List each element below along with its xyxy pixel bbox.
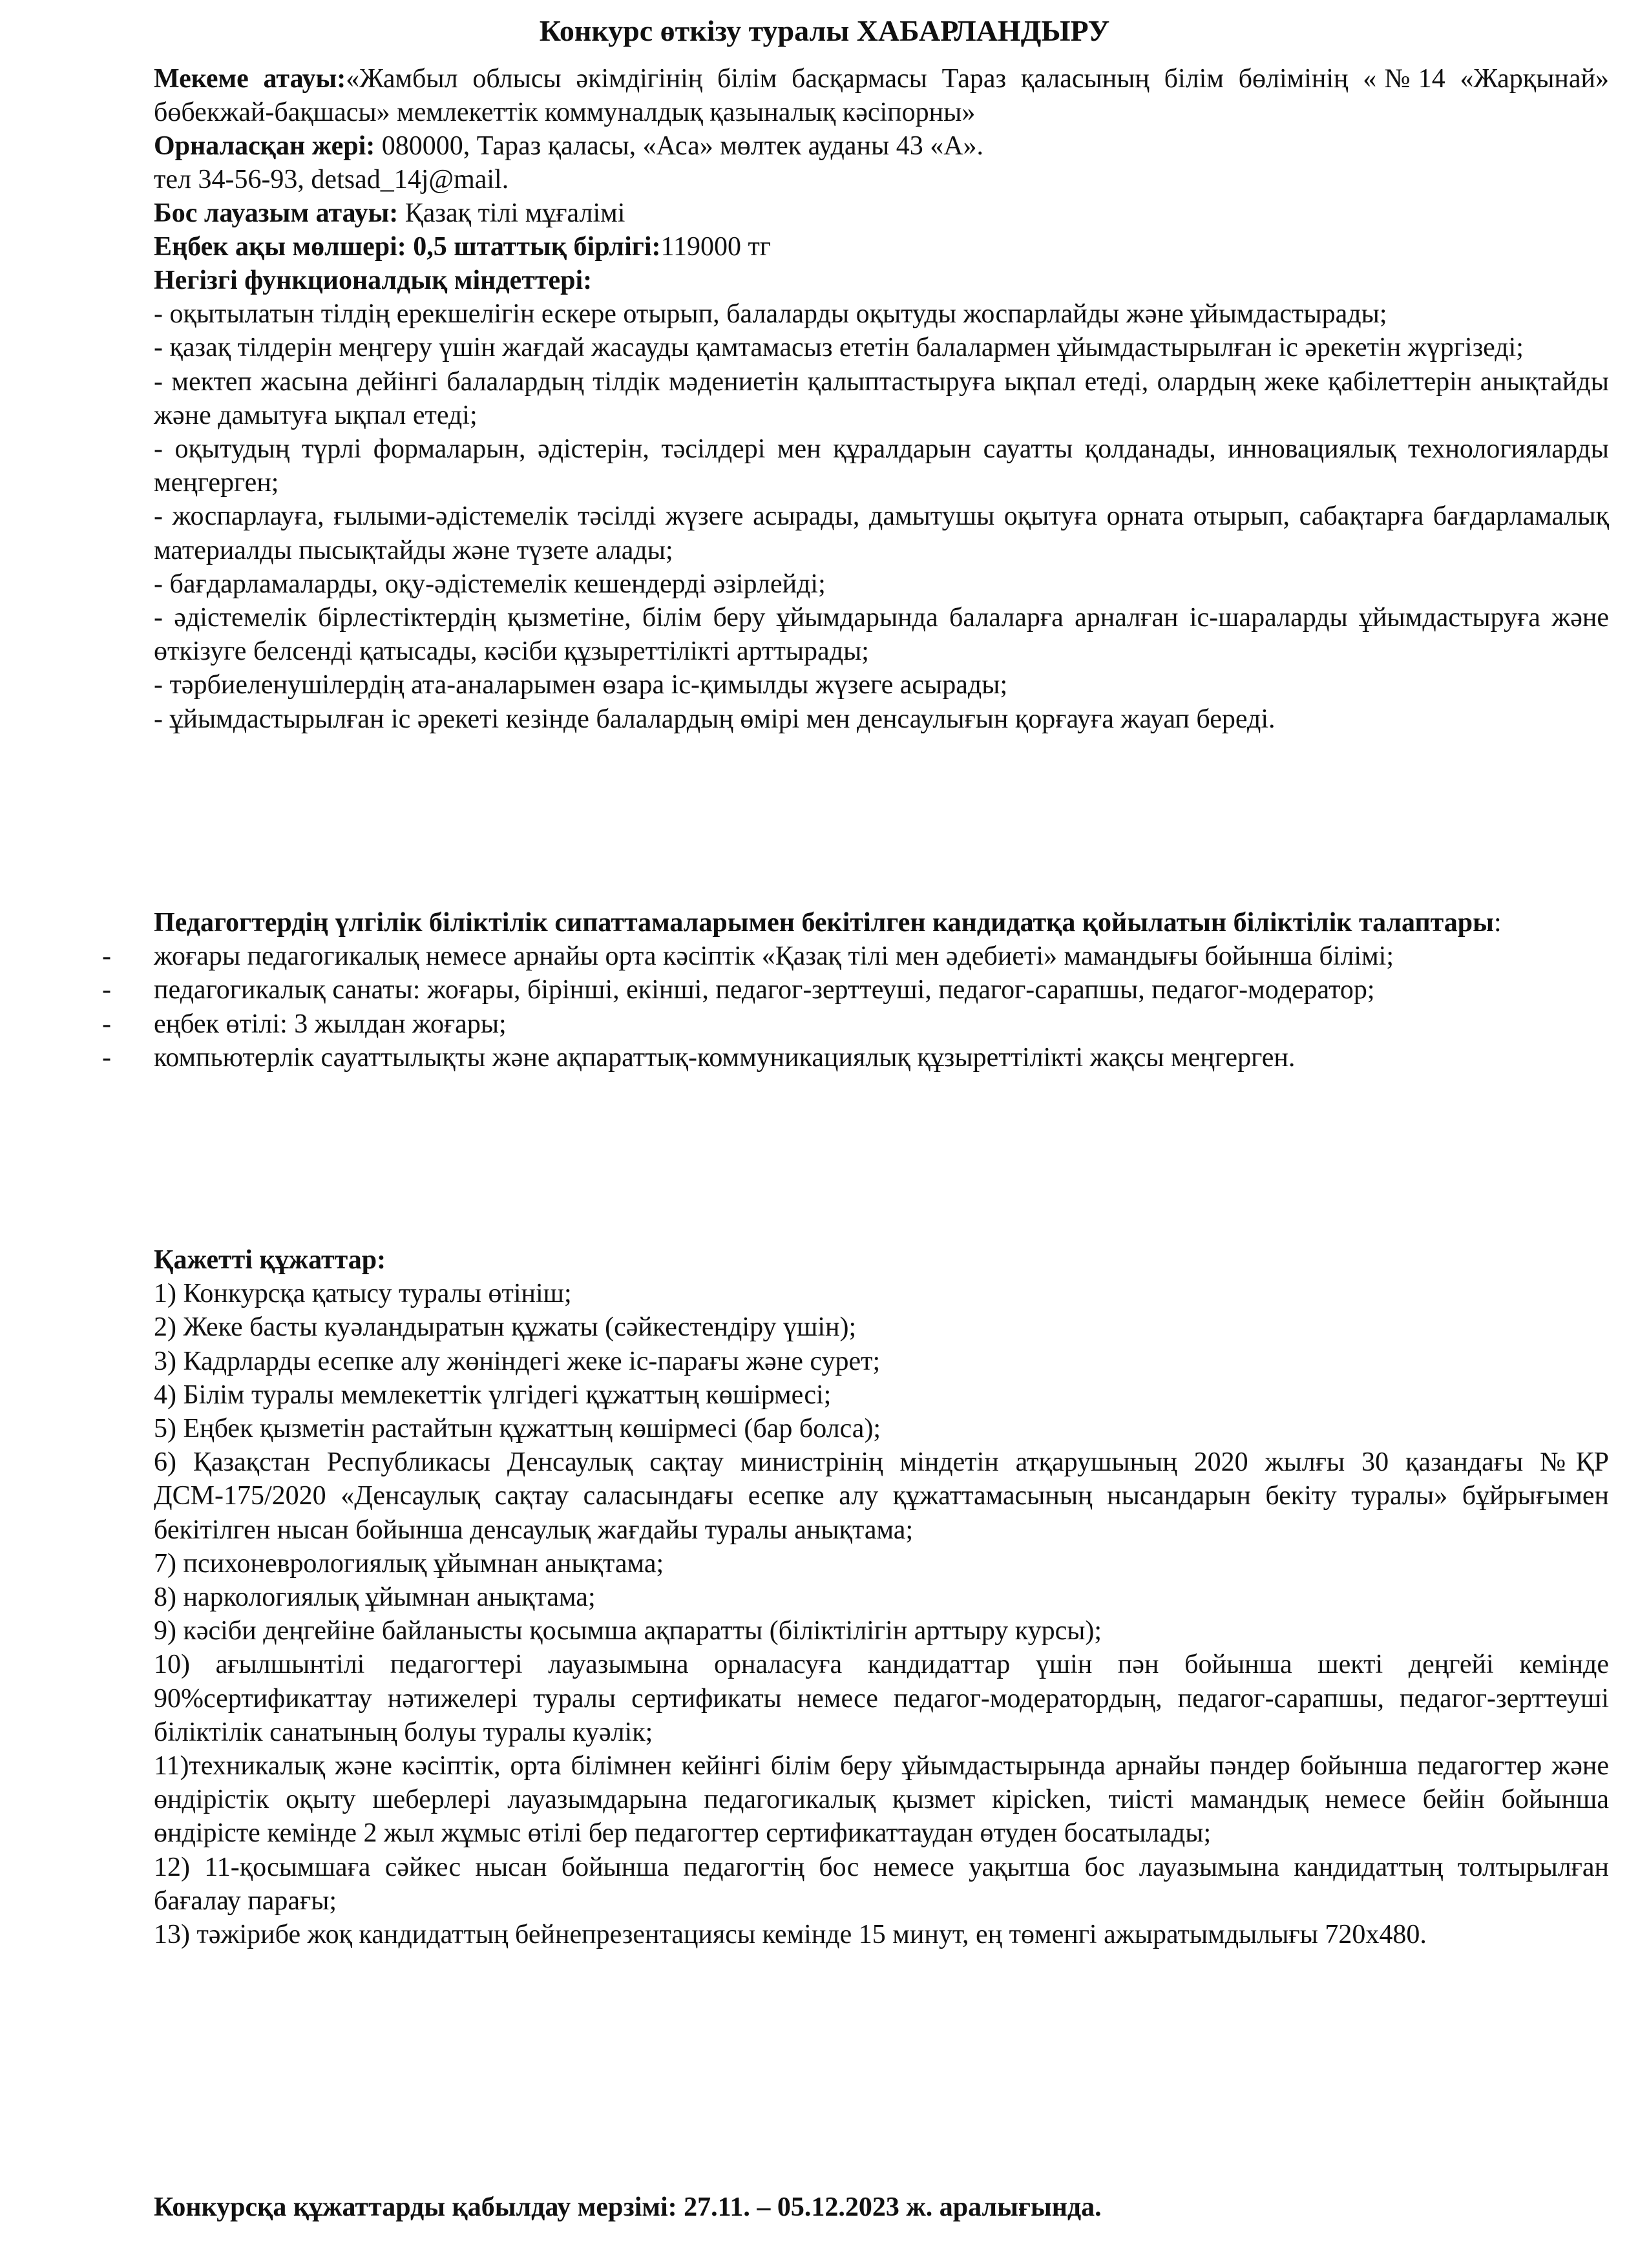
duty-item: - оқытылатын тілдің ерекшелігін ескере отырып, балаларды оқытуды жоспарлайды және ұйымдастырады;: [154, 299, 1387, 330]
requirement-item: [102, 940, 1609, 973]
salary-label: Еңбек ақы мөлшері: 0,5 штаттық бірлігі:: [154, 232, 661, 262]
duty-item: - әдістемелік бірлестіктердің қызметіне, білім беру ұйымдарында балаларға арналған іс-шараларды ұйымдастыруға және өткізуге белсенді қатысады, кәсіби құзыреттілікті арттырады;: [154, 603, 1609, 667]
duties-section: [154, 264, 1609, 736]
requirement-item: [102, 973, 1609, 1007]
requirements-heading-line: [154, 906, 1609, 940]
org-value: «Жамбыл облысы әкімдігінің білім басқармасы Тараз қаласының білім бөлімінің «№14 «Жарқынай» бөбекжай-бақшасы» мемлекеттік коммуналдық қазыналық кәсіпорны»: [154, 64, 1610, 128]
contacts-line: тел 34-56-93, detsad_14j@mail.: [154, 165, 509, 194]
salary-line: [154, 230, 1609, 264]
requirement-item: [102, 1041, 1609, 1075]
requirement-text: жоғары педагогикалық немесе арнайы орта кәсіптік «Қазақ тілі мен әдебиеті» мамандығы бойынша білімі;: [154, 941, 1394, 972]
requirements-section: [102, 906, 1609, 1075]
duties-heading: Негізгі функционалдық міндеттері:: [154, 266, 593, 295]
document-item: 10) ағылшынтілі педагогтері лауазымына орналасуға кандидаттар үшін пән бойынша шекті деңгейі кемінде 90%сертификаттау нәтижелері туралы сертификаты немесе педагог-модератордың, педагог-сарапшы, педагог-зерттеуші біліктілік санатының болуы туралы куәлік;: [154, 1650, 1609, 1747]
location-value: 080000, Тараз қаласы, «Аса» мөлтек ауданы 43 «А».: [375, 131, 984, 161]
documents-heading: Қажетті құжаттар:: [154, 1245, 386, 1275]
deadline-line: Конкурсқа құжаттарды қабылдау мерзімі: 27.11. – 05.12.2023 ж. аралығында.: [154, 2192, 1102, 2222]
document-item: 4) Білім туралы мемлекеттік үлгідегі құжаттың көшірмесі;: [154, 1380, 832, 1410]
requirement-text: компьютерлік сауаттылықты және ақпараттық-коммуникациялық құзыреттілікті жақсы меңгерген.: [154, 1042, 1296, 1073]
requirement-item: [102, 1007, 1609, 1041]
document-item: 3) Кадрларды есепке алу жөніндегі жеке іс-парағы және сурет;: [154, 1346, 881, 1376]
document-title: Конкурс өткізу туралы ХАБАРЛАНДЫРУ: [539, 14, 1110, 47]
requirement-text: еңбек өтілі: 3 жылдан жоғары;: [154, 1009, 507, 1039]
duty-item: - ұйымдастырылған іс әрекеті кезінде балалардың өмірі мен денсаулығын қорғауға жауап береді.: [154, 704, 1276, 734]
documents-section: [154, 1243, 1609, 1951]
document-item: 1) Конкурсқа қатысу туралы өтініш;: [154, 1279, 572, 1309]
requirement-text: педагогикалық санаты: жоғары, бірінші, екінші, педагог-зерттеуші, педагог-сарапшы, педагог-модератор;: [154, 975, 1375, 1005]
bullet-dash: -: [102, 1009, 111, 1039]
document-item: 6) Қазақстан Республикасы Денсаулық сақтау министрінің міндетін атқарушының 2020 жылғы 30 қазандағы №ҚР ДСМ-175/2020 «Денсаулық сақтау саласындағы есепке алу құжаттамасының нысандарын бекіту туралы» бұйрығымен бекітілген нысан бойынша денсаулық жағдайы туралы анықтама;: [154, 1447, 1609, 1545]
vacancy-label: Бос лауазым атауы:: [154, 198, 399, 228]
document-item: 13) тәжірибе жоқ кандидаттың бейнепрезентациясы кемінде 15 минут, ең төменгі ажыратымдылығы 720х480.: [154, 1920, 1427, 1950]
vacancy-value: Қазақ тілі мұғалімі: [398, 198, 625, 228]
duty-item: - жоспарлауға, ғылыми-әдістемелік тәсілді жүзеге асырады, дамытушы оқытуға орната отырып, сабақтарға бағдарламалық материалды пысықтайды және түзете алады;: [154, 501, 1609, 565]
org-paragraph: [154, 62, 1609, 129]
document-item: 7) психоневрологиялық ұйымнан анықтама;: [154, 1548, 664, 1579]
requirements-heading: Педагогтердің үлгілік біліктілік сипаттамаларымен бекітілген кандидатқа қойылатын біліктілік талаптары: [154, 908, 1494, 938]
document-item: 11)техникалық және кәсіптік, орта білімнен кейінгі білім беру ұйымдастырында арнайы пәндер бойынша педагогтер және өндірістік оқыту шеберлері лауазымдарына педагогикалық қызмет кірісken, тиісті мамандық немесе бейін бойынша өндірісте кемінде 2 жыл жұмыс өтілі бер педагогтер сертификаттаудан өтуден босатылады;: [154, 1751, 1609, 1849]
location-line: [154, 129, 1609, 163]
requirements-heading-colon: :: [1493, 908, 1502, 938]
org-label: Мекеме атауы:: [154, 64, 346, 94]
document-item: 9) кәсіби деңгейіне байланысты қосымша ақпаратты (біліктілігін арттыру курсы);: [154, 1616, 1102, 1646]
duty-item: - оқытудың түрлі формаларын, әдістерін, тәсілдері мен құралдарын сауатты қолданады, инновациялық технологияларды меңгерген;: [154, 434, 1609, 498]
duty-item: - мектеп жасына дейінгі балалардың тілдік мәдениетін қалыптастыруға ықпал етеді, олардың жеке қабілеттерін анықтайды және дамытуға ықпал етеді;: [154, 366, 1609, 430]
vacancy-line: [154, 196, 1609, 230]
document-item: 12) 11-қосымшаға сәйкес нысан бойынша педагогтің бос немесе уақытша бос лауазымына кандидаттың толтырылған бағалау парағы;: [154, 1852, 1609, 1916]
duty-item: - тәрбиеленушілердің ата-аналарымен өзара іс-қимылды жүзеге асырады;: [154, 670, 1008, 700]
duty-item: - қазақ тілдерін меңгеру үшін жағдай жасауды қамтамасыз ететін балалармен ұйымдастырылған іс әрекетін жүргізеді;: [154, 333, 1524, 363]
document-item: 8) наркологиялық ұйымнан анықтама;: [154, 1582, 596, 1613]
duty-item: - бағдарламаларды, оқу-әдістемелік кешендерді әзірлейді;: [154, 569, 826, 599]
bullet-dash: -: [102, 975, 111, 1005]
bullet-dash: -: [102, 941, 111, 972]
bullet-dash: -: [102, 1042, 111, 1073]
document-item: 5) Еңбек қызметін растайтын құжаттың көшірмесі (бар болса);: [154, 1414, 881, 1444]
document-item: 2) Жеке басты куәландыратын құжаты (сәйкестендіру үшін);: [154, 1312, 857, 1343]
salary-value: 119000 тг: [660, 232, 772, 262]
location-label: Орналасқан жері:: [154, 131, 375, 161]
